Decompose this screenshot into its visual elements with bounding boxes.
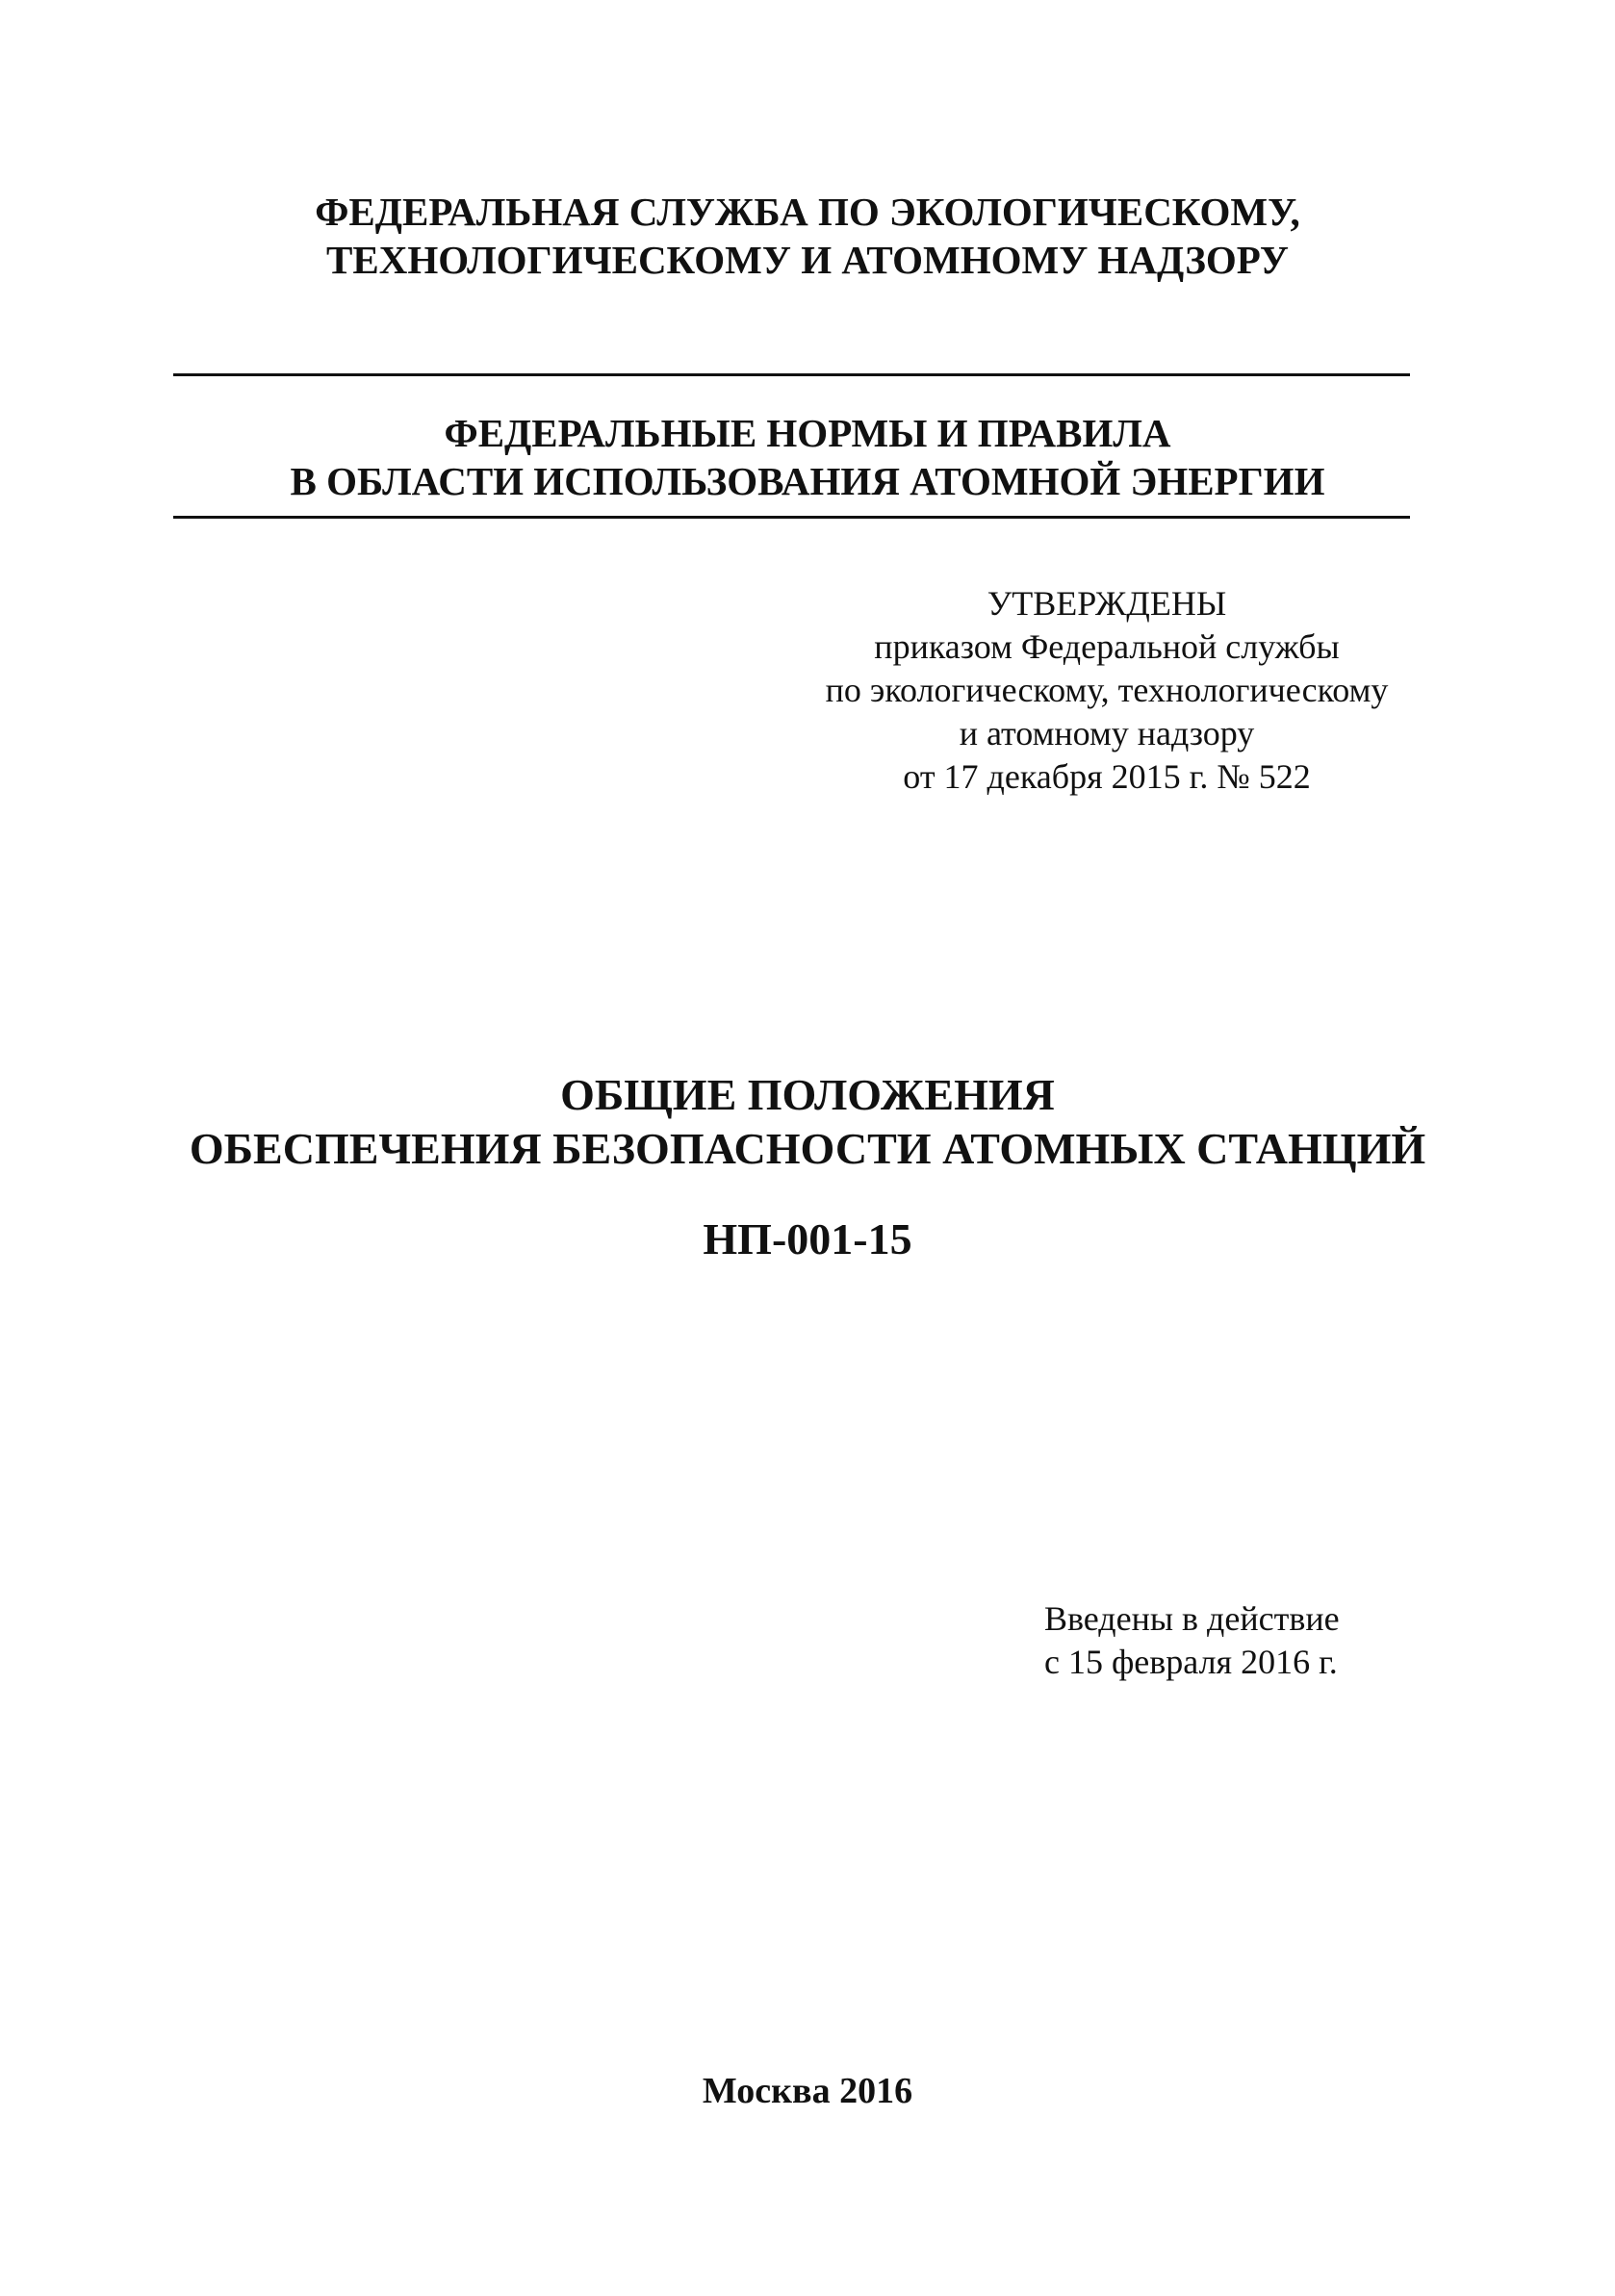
agency-name xyxy=(0,188,1615,284)
approval-order-date: от 17 декабря 2015 г. № 522 xyxy=(903,757,1311,796)
effective-line-2: с 15 февраля 2016 г. xyxy=(1044,1643,1338,1681)
effective-line-1: Введены в действие xyxy=(1044,1599,1340,1638)
agency-name-line-1: ФЕДЕРАЛЬНАЯ СЛУЖБА ПО ЭКОЛОГИЧЕСКОМУ, xyxy=(315,190,1300,234)
place-and-year-text: Москва 2016 xyxy=(702,2071,913,2111)
document-code-text: НП-001-15 xyxy=(703,1214,912,1263)
divider-top xyxy=(173,373,1410,376)
approval-line-3: по экологическому, технологическому xyxy=(825,671,1389,709)
norms-heading-line-1: ФЕДЕРАЛЬНЫЕ НОРМЫ И ПРАВИЛА xyxy=(444,411,1171,455)
norms-heading xyxy=(0,409,1615,505)
agency-name-line-2: ТЕХНОЛОГИЧЕСКОМУ И АТОМНОМУ НАДЗОРУ xyxy=(326,238,1289,282)
norms-heading-line-2: В ОБЛАСТИ ИСПОЛЬЗОВАНИЯ АТОМНОЙ ЭНЕРГИИ xyxy=(290,459,1325,503)
approval-status: УТВЕРЖДЕНЫ xyxy=(987,584,1227,623)
divider-bottom xyxy=(173,516,1410,519)
effective-date-block xyxy=(1044,1597,1429,1684)
document-title-line-1: ОБЩИЕ ПОЛОЖЕНИЯ xyxy=(560,1070,1055,1119)
approval-line-4: и атомному надзору xyxy=(959,714,1255,753)
document-title xyxy=(0,1068,1615,1176)
document-code xyxy=(0,1212,1615,1266)
document-title-line-2: ОБЕСПЕЧЕНИЯ БЕЗОПАСНОСТИ АТОМНЫХ СТАНЦИЙ xyxy=(189,1124,1426,1173)
approval-line-2: приказом Федеральной службы xyxy=(874,627,1340,666)
approval-block xyxy=(731,582,1482,799)
place-and-year xyxy=(0,2069,1615,2113)
